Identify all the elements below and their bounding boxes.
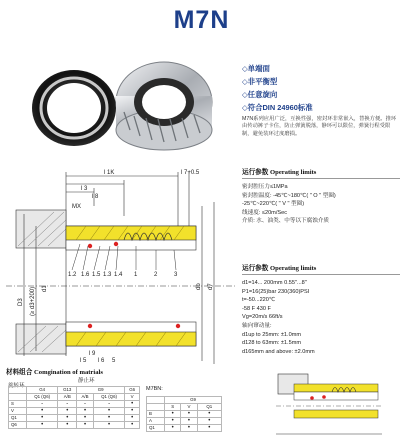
materials-table	[8, 386, 140, 429]
feature-item: ◇非平衡型	[242, 77, 278, 86]
spec-line: 密封腔压力≤1MPa	[242, 184, 288, 190]
table-header: G6	[125, 387, 140, 394]
table-row	[9, 387, 140, 394]
spec-line: 轴向窜动量:	[242, 322, 272, 329]
table-cell: •	[125, 401, 140, 408]
table-row	[9, 415, 140, 422]
table-cell: •	[58, 415, 77, 422]
feature-item: ◇单端面	[242, 64, 270, 73]
divider	[242, 178, 400, 179]
table-row	[9, 401, 140, 408]
m7bn-label: M7BN:	[146, 386, 163, 392]
table-cell: •	[27, 415, 58, 422]
table-header: G9	[77, 387, 125, 394]
table-row	[147, 411, 222, 418]
m7bn-table	[146, 396, 222, 432]
row-label: Q1	[9, 415, 27, 422]
table-cell: •	[181, 411, 197, 418]
dim-5: 5	[112, 358, 116, 364]
dim-l7: l 7+0.5	[181, 170, 200, 176]
table-row	[147, 404, 222, 411]
product-photo	[14, 52, 232, 158]
table-cell: •	[58, 408, 77, 415]
table-cell: •	[93, 415, 124, 422]
spec-line: d1=14... 200mm 0.55"...8"	[242, 280, 307, 286]
table-subheader: Q1	[197, 404, 221, 411]
table-cell: •	[197, 418, 221, 425]
table-cell: •	[77, 415, 94, 422]
table-header: G13	[58, 387, 77, 394]
table-row	[9, 394, 140, 401]
table-cell: •	[181, 418, 197, 425]
dim-l1k: l 1K	[104, 170, 115, 176]
table-row	[9, 422, 140, 429]
section-title: 运行参数 Operating limits	[242, 265, 317, 272]
part-label: 2	[154, 272, 158, 278]
table-cell: •	[125, 415, 140, 422]
table-row	[9, 408, 140, 415]
table-cell: •	[27, 422, 58, 429]
table-cell: -	[77, 401, 94, 408]
materials-title: 材料组合 Comgination of matrials	[6, 369, 103, 376]
table-cell: •	[165, 425, 181, 432]
section-title: 运行参数 Operating limits	[242, 169, 317, 176]
table-row	[147, 397, 222, 404]
table-cell: -	[58, 401, 77, 408]
feature-list	[242, 62, 400, 114]
table-cell: •	[77, 422, 94, 429]
table-cell: •	[58, 422, 77, 429]
dim-dmin: (≥ d3+200)	[30, 286, 36, 316]
table-cell: •	[125, 422, 140, 429]
table-subheader: V	[125, 394, 140, 401]
table-cell: •	[93, 422, 124, 429]
spec-line: 密封腔温度: -45℃~180℃( " O " 型圈)	[242, 192, 336, 199]
m7bn-drawing	[272, 370, 386, 438]
table-subheader: Q1 (Q6)	[93, 394, 124, 401]
operating-limits-cn	[242, 166, 400, 226]
row-label: Q6	[9, 422, 27, 429]
dim-l8: l 8	[92, 194, 99, 200]
table-cell: •	[181, 425, 197, 432]
table-cell: •	[197, 425, 221, 432]
table-cell: •	[125, 408, 140, 415]
table-cell: •	[93, 408, 124, 415]
dim-d7: d7	[208, 283, 214, 290]
table-cell: •	[165, 418, 181, 425]
table-subheader: Q1 (Q6)	[27, 394, 58, 401]
table-cell: -	[27, 401, 58, 408]
spec-line: d165mm and above: ±2.0mm	[242, 348, 315, 355]
spec-line: t=-50...220℃	[242, 297, 276, 304]
rotating-label: 旋转环	[8, 383, 25, 389]
operating-limits-en	[242, 262, 400, 356]
table-cell: •	[27, 408, 58, 415]
spec-line: Vg=20m/s 66ft/s	[242, 314, 283, 321]
feature-item: ◇符合DIN 24960标准	[242, 103, 313, 112]
spec-line: -58 F 430 F	[242, 305, 271, 312]
table-header: G9	[165, 397, 222, 404]
spec-line: -25℃~220℃( " V " 型圈)	[242, 201, 305, 208]
row-label: V	[9, 408, 27, 415]
stationary-label: 静止环	[78, 378, 95, 384]
row-label: A	[147, 418, 165, 425]
dim-l6: l 6	[98, 358, 105, 364]
table-row	[147, 418, 222, 425]
part-label: 1.6	[81, 272, 90, 278]
dim-l9: l 9	[89, 351, 96, 357]
label-mx: MX	[72, 204, 81, 210]
product-description: M7N系列应用广泛，互换性强，密封环非常嵌入，替换方便。推环由传动裤子卡住，防止弹簧脱落，静环可以限位，弹簧行程受限制，避免装环过度磨损。	[242, 116, 397, 137]
part-label: 3	[174, 272, 178, 278]
table-row	[147, 425, 222, 432]
table-subheader: A/B	[58, 394, 77, 401]
spec-line: P1=16(25)bar 230(360)PSI	[242, 288, 310, 295]
divider	[242, 274, 400, 275]
part-label: 1.2	[68, 272, 77, 278]
table-subheader: S	[165, 404, 181, 411]
row-label: S	[9, 401, 27, 408]
spec-line: d1up to 25mm: ±1.0mm	[242, 331, 302, 338]
row-label: Q1	[147, 425, 165, 432]
part-label: 1	[134, 272, 138, 278]
table-header: G4	[27, 387, 58, 394]
spec-line: 线速度: ≤20m/Sec	[242, 209, 288, 216]
table-subheader: V	[181, 404, 197, 411]
dim-d1: d1	[42, 285, 48, 292]
table-cell: -	[93, 401, 124, 408]
part-label: 1.4	[114, 272, 123, 278]
spec-line: d128 to 63mm: ±1.5mm	[242, 340, 302, 347]
product-title: M7N	[173, 6, 230, 34]
part-label: 1.3	[103, 272, 112, 278]
dim-db: db	[196, 283, 202, 290]
row-label: B	[147, 411, 165, 418]
dim-d3: D3	[18, 298, 24, 306]
part-label: 1.5	[92, 272, 101, 278]
table-cell: •	[165, 411, 181, 418]
spec-line: 介质: 水、油类、中等以下腐蚀介质	[242, 218, 330, 225]
technical-drawing	[6, 166, 236, 366]
feature-item: ◇任意旋向	[242, 90, 278, 99]
dim-l5: l 5	[80, 358, 87, 364]
table-cell: •	[77, 408, 94, 415]
table-subheader: A/B	[77, 394, 94, 401]
dim-l3: l 3	[81, 186, 88, 192]
table-cell: •	[197, 411, 221, 418]
